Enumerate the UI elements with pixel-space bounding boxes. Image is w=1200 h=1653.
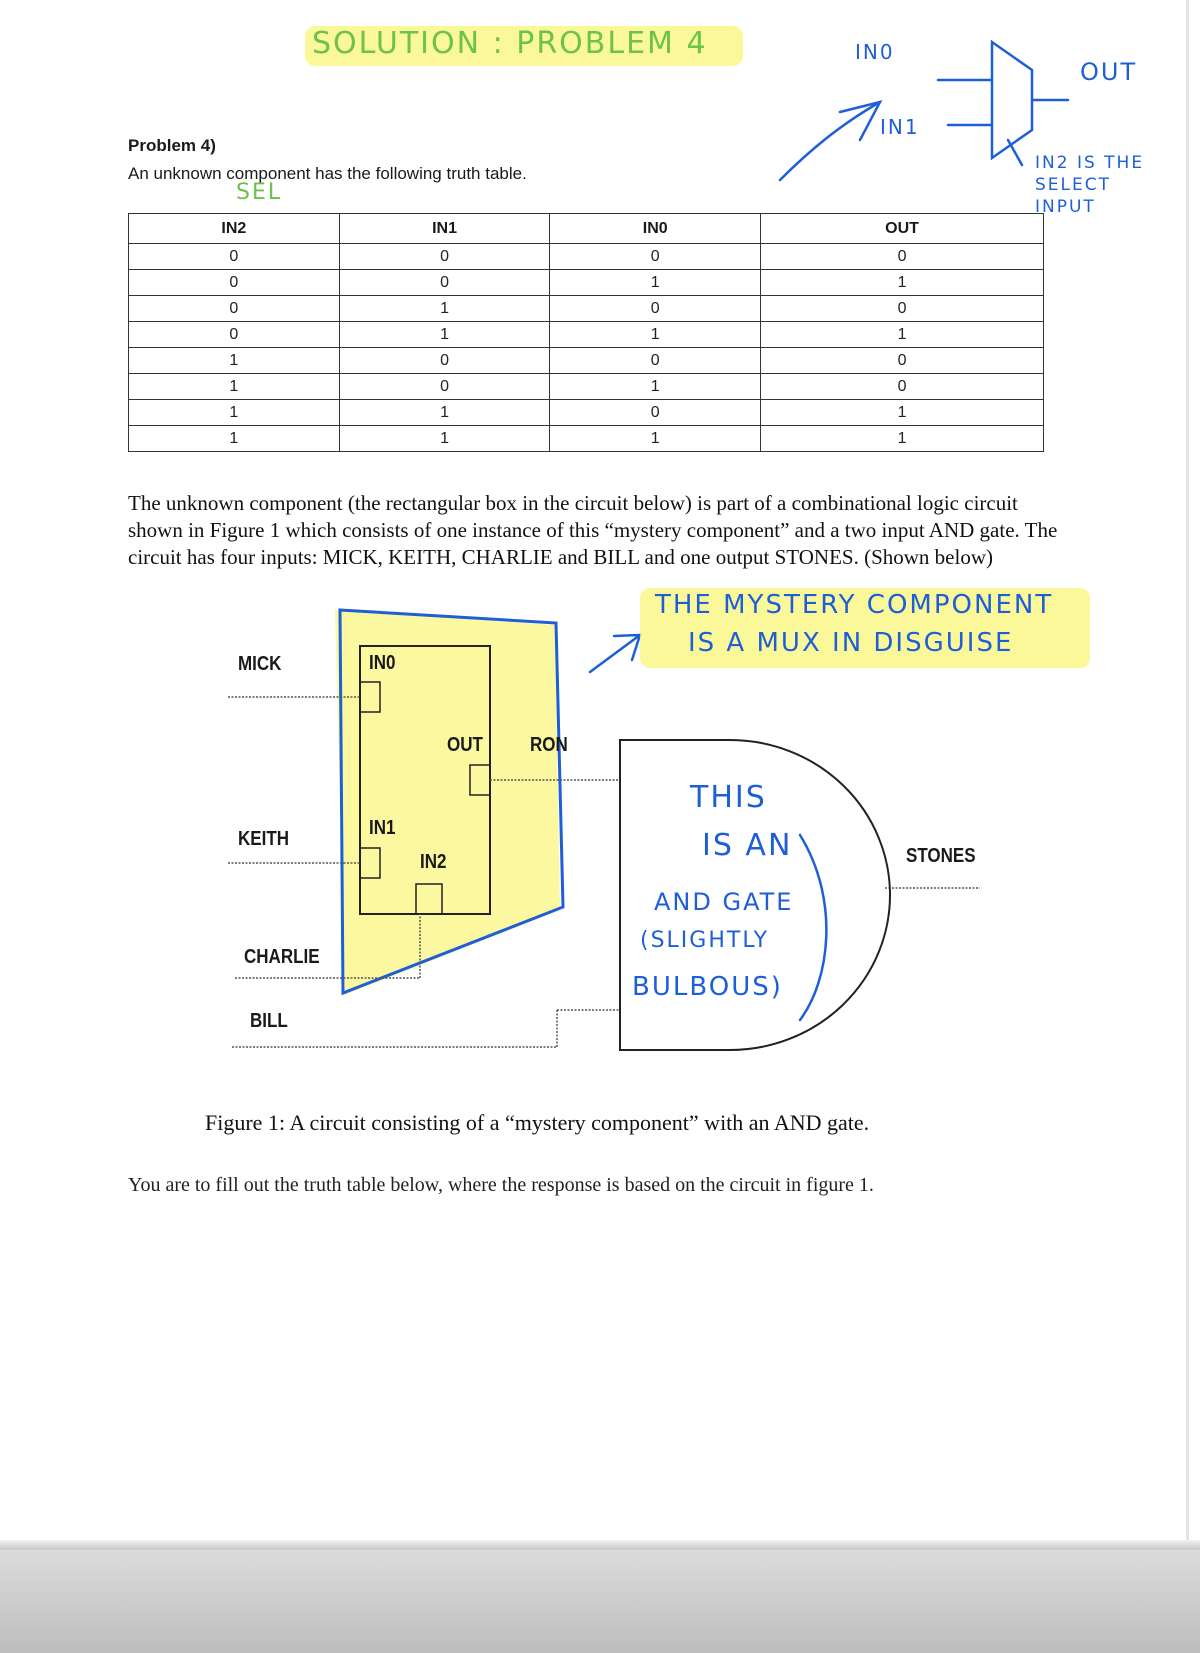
input-label-mick: MICK — [238, 653, 282, 675]
mux-sel-note: IN2 IS THE SELECT INPUT — [1035, 153, 1145, 217]
table-cell: 0 — [761, 296, 1044, 322]
table-cell: 0 — [761, 348, 1044, 374]
table-cell: 0 — [339, 374, 550, 400]
table-cell: 1 — [129, 374, 340, 400]
truth-table-header-row — [129, 214, 1044, 244]
input-label-bill: BILL — [250, 1010, 288, 1032]
instruction-text: You are to fill out the truth table below, where the response is based on the circuit in figure 1. — [128, 1174, 874, 1196]
and-note-paren — [800, 835, 826, 1020]
table-cell: 1 — [129, 426, 340, 452]
table-cell: 1 — [129, 348, 340, 374]
sketch-arrow-stroke — [780, 102, 880, 180]
table-row — [129, 348, 1044, 374]
table-cell: 1 — [761, 426, 1044, 452]
and-note-line1: THIS — [690, 780, 767, 815]
table-cell: 1 — [550, 322, 761, 348]
handwritten-heading: SOLUTION : PROBLEM 4 — [312, 26, 708, 61]
mux-sketch-in1-label: IN1 — [880, 115, 920, 139]
output-label-stones: STONES — [906, 845, 976, 867]
mystery-arrow-stroke — [590, 635, 640, 672]
figure-caption: Figure 1: A circuit consisting of a “mystery component” with an AND gate. — [205, 1110, 870, 1135]
table-cell: 0 — [129, 270, 340, 296]
table-row — [129, 400, 1044, 426]
mux-sketch-body — [992, 42, 1032, 158]
input-label-charlie: CHARLIE — [244, 946, 320, 968]
table-cell: 0 — [550, 400, 761, 426]
wire-label-ron: RON — [530, 734, 568, 756]
table-cell: 0 — [129, 244, 340, 270]
port-label-out: OUT — [447, 734, 483, 756]
table-cell: 0 — [761, 374, 1044, 400]
table-row — [129, 322, 1044, 348]
table-row — [129, 270, 1044, 296]
table-cell: 1 — [339, 322, 550, 348]
table-row — [129, 426, 1044, 452]
table-cell: 1 — [761, 322, 1044, 348]
table-cell: 0 — [550, 296, 761, 322]
table-row — [129, 296, 1044, 322]
mux-sketch-out-label: OUT — [1080, 58, 1138, 86]
table-cell: 1 — [339, 400, 550, 426]
table-cell: 0 — [339, 270, 550, 296]
problem-title: Problem 4) — [128, 136, 216, 155]
table-row — [129, 374, 1044, 400]
scan-bar — [0, 1540, 1200, 1550]
header-out: OUT — [761, 214, 1044, 244]
port-label-in2: IN2 — [420, 851, 447, 873]
table-cell: 0 — [339, 244, 550, 270]
table-cell: 0 — [129, 296, 340, 322]
and-note-line3: AND GATE — [654, 888, 794, 916]
port-label-in1: IN1 — [369, 817, 396, 839]
mux-sketch-in0-label: IN0 — [855, 40, 895, 64]
table-cell: 1 — [339, 426, 550, 452]
mystery-note-line1: THE MYSTERY COMPONENT — [655, 590, 1054, 620]
table-cell: 0 — [761, 244, 1044, 270]
and-note-line4: (SLIGHTLY — [640, 928, 770, 953]
table-cell: 1 — [550, 374, 761, 400]
table-cell: 0 — [339, 348, 550, 374]
scan-bottom-margin — [0, 1550, 1200, 1653]
table-cell: 1 — [339, 296, 550, 322]
port-label-in0: IN0 — [369, 652, 396, 674]
mux-sketch-sel-wire — [1008, 140, 1022, 165]
truth-table — [128, 213, 1044, 452]
table-cell: 0 — [550, 244, 761, 270]
input-label-keith: KEITH — [238, 828, 289, 850]
problem-intro: An unknown component has the following truth table. — [128, 164, 527, 183]
header-in1: IN1 — [339, 214, 550, 244]
scan-edge — [1186, 0, 1189, 1560]
and-note-line2: IS AN — [702, 828, 793, 863]
table-cell: 0 — [129, 322, 340, 348]
table-cell: 1 — [129, 400, 340, 426]
table-row — [129, 244, 1044, 270]
and-note-line5: BULBOUS) — [632, 972, 783, 1002]
table-cell: 1 — [761, 270, 1044, 296]
table-cell: 1 — [550, 426, 761, 452]
table-cell: 0 — [550, 348, 761, 374]
mystery-note-line2: IS A MUX IN DISGUISE — [688, 628, 1014, 658]
sketch-arrow-head — [840, 102, 880, 140]
table-cell: 1 — [761, 400, 1044, 426]
sel-annotation: SEL — [236, 180, 283, 205]
description-paragraph: The unknown component (the rectangular box in the circuit below) is part of a combinational logic circuit shown in Figure 1 which consists of one instance of this “mystery component” and a two input AND gate. The circuit has four inputs: MICK, KEITH, CHARLIE and BILL and one output STONES. (Shown below) — [128, 491, 1058, 569]
table-cell: 1 — [550, 270, 761, 296]
header-in0: IN0 — [550, 214, 761, 244]
header-in2: IN2 — [129, 214, 340, 244]
